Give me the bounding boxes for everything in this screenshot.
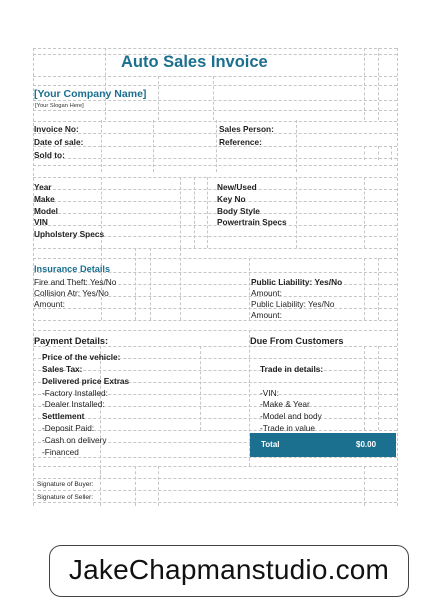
year-label: Year xyxy=(34,182,52,192)
trade-vin-label: -VIN: xyxy=(260,388,279,398)
settlement-label: Settlement xyxy=(42,411,85,421)
grid-column-line xyxy=(135,248,136,320)
grid-column-line xyxy=(378,146,379,160)
grid-column-line xyxy=(296,177,297,248)
grid-column-line xyxy=(364,346,365,430)
insurance-amount-right-1: Amount: xyxy=(251,288,282,298)
insurance-amount-left: Amount: xyxy=(34,299,65,309)
buyer-signature-label: Signature of Buyer: xyxy=(37,481,94,488)
grid-row-line xyxy=(33,418,397,419)
factory-label: -Factory Installed: xyxy=(42,388,108,398)
sales-tax-label: Sales Tax: xyxy=(42,364,83,374)
public-liability-2: Public Liability: Yes/No xyxy=(251,299,335,309)
grid-row-line xyxy=(33,76,397,77)
grid-row-line xyxy=(33,146,397,147)
grid-row-line xyxy=(33,478,397,479)
grid-row-line xyxy=(33,308,397,309)
delivered-price-label: Delivered price Extras xyxy=(42,376,130,386)
seller-signature-label: Signature of Seller: xyxy=(37,494,94,501)
grid-column-line xyxy=(364,48,365,120)
grid-column-line xyxy=(101,120,102,172)
grid-row-line xyxy=(33,48,397,49)
grid-column-line xyxy=(207,177,208,248)
grid-column-line xyxy=(150,248,151,320)
grid-column-line xyxy=(397,48,398,506)
grid-column-line xyxy=(378,258,379,320)
model-body-label: -Model and body xyxy=(260,411,322,421)
fire-theft-label: Fire and Theft: Yes/No xyxy=(34,277,117,287)
body-style-label: Body Style xyxy=(217,206,260,216)
grid-column-line xyxy=(249,258,250,320)
grid-column-line xyxy=(364,177,365,248)
make-year-label: -Make & Year xyxy=(260,399,310,409)
payment-heading: Payment Details: xyxy=(34,336,109,346)
grid-column-line xyxy=(391,146,392,160)
grid-column-line xyxy=(213,76,214,120)
grid-row-line xyxy=(33,466,397,467)
upholstery-label: Upholstery Specs xyxy=(34,229,105,239)
sales-person-label: Sales Person: xyxy=(219,124,274,134)
grid-row-line xyxy=(33,330,397,331)
grid-column-line xyxy=(180,248,181,320)
deposit-label: -Deposit Paid: xyxy=(42,423,95,433)
trade-in-label: Trade in details: xyxy=(260,364,324,374)
vin-label: VIN xyxy=(34,217,48,227)
grid-row-line xyxy=(33,370,397,371)
key-no-label: Key No xyxy=(217,194,246,204)
public-liability-1: Public Liability: Yes/No xyxy=(251,277,343,287)
grid-column-line xyxy=(100,346,101,478)
grid-column-line xyxy=(378,346,379,430)
grid-column-line xyxy=(135,466,136,506)
grid-row-line xyxy=(33,258,397,259)
grid-row-line xyxy=(33,320,397,321)
grid-row-line xyxy=(33,457,397,458)
grid-column-line xyxy=(158,466,159,506)
grid-column-line xyxy=(194,177,195,248)
grid-column-line xyxy=(216,120,217,172)
powertrain-label: Powertrain Specs xyxy=(217,217,287,227)
grid-row-line xyxy=(33,213,397,214)
new-used-label: New/Used xyxy=(217,182,257,192)
grid-column-line xyxy=(378,48,379,120)
grid-row-line xyxy=(33,248,397,249)
dealer-label: -Dealer Installed: xyxy=(42,399,105,409)
grid-row-line xyxy=(33,110,397,111)
invoice-title: Auto Sales Invoice xyxy=(121,53,268,71)
grid-row-line xyxy=(33,225,397,226)
make-label: Make xyxy=(34,194,55,204)
cash-label: -Cash on delivery xyxy=(42,435,107,445)
grid-row-line xyxy=(33,133,397,134)
due-heading: Due From Customers xyxy=(250,336,344,346)
grid-row-line xyxy=(33,85,397,86)
grid-row-line xyxy=(33,121,397,122)
grid-column-line xyxy=(364,258,365,320)
grid-column-line xyxy=(153,120,154,172)
collision-label: Collision Atr: Yes/No xyxy=(34,288,109,298)
grid-row-line xyxy=(33,100,397,101)
grid-row-line xyxy=(33,165,397,166)
grid-column-line xyxy=(200,346,201,430)
reference-label: Reference: xyxy=(219,137,262,147)
grid-column-line xyxy=(105,48,106,120)
grid-row-line xyxy=(33,346,397,347)
company-slogan: [Your Slogan Here] xyxy=(35,103,84,109)
sold-to-label: Sold to: xyxy=(34,150,65,160)
model-label: Model xyxy=(34,206,58,216)
trade-value-label: -Trade in value xyxy=(260,423,316,433)
insurance-amount-right-2: Amount: xyxy=(251,310,282,320)
grid-row-line xyxy=(33,490,397,491)
grid-column-line xyxy=(158,76,159,120)
grid-row-line xyxy=(33,201,397,202)
total-value: $0.00 xyxy=(356,440,377,449)
watermark-box xyxy=(49,545,409,597)
grid-row-line xyxy=(33,158,397,159)
company-name: [Your Company Name] xyxy=(34,88,147,100)
insurance-heading: Insurance Details xyxy=(34,264,111,274)
total-label: Total xyxy=(261,440,280,449)
grid-row-line xyxy=(33,189,397,190)
date-of-sale-label: Date of sale: xyxy=(34,137,84,147)
grid-column-line xyxy=(364,146,365,160)
grid-row-line xyxy=(33,177,397,178)
watermark-text: JakeChapmanstudio.com xyxy=(68,554,390,585)
price-label: Price of the vehicle: xyxy=(42,352,121,362)
invoice-no-label: Invoice No: xyxy=(34,124,79,134)
grid-column-line xyxy=(296,120,297,172)
grid-column-line xyxy=(180,177,181,248)
grid-column-line xyxy=(364,466,365,506)
grid-column-line xyxy=(100,466,101,506)
financed-label: -Financed xyxy=(42,447,79,457)
